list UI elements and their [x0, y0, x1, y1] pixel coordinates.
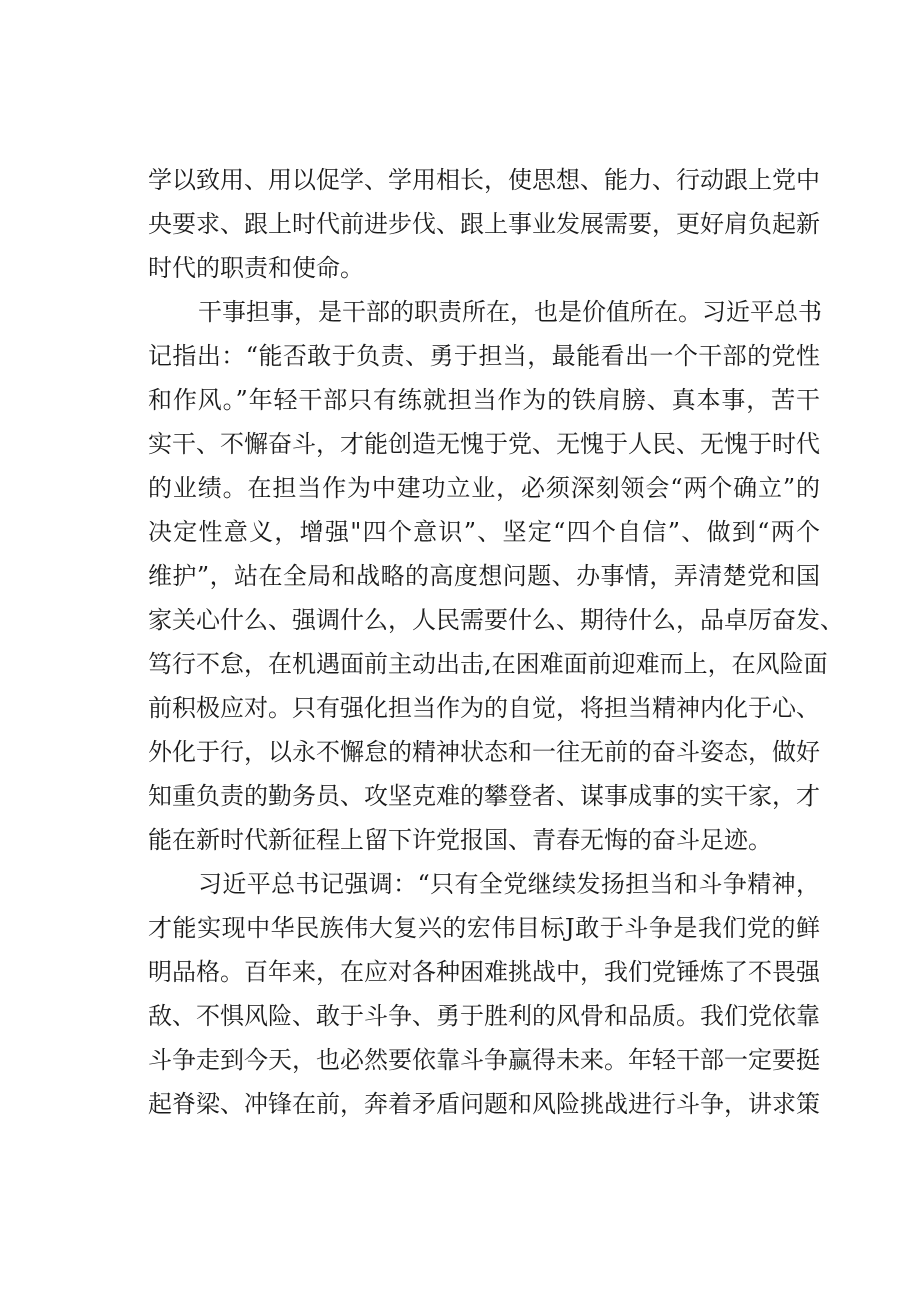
text-line: 实干、不懈奋斗，才能创造无愧于党、无愧于人民、无愧于时代	[148, 430, 820, 458]
text-line: 能在新时代新征程上留下许党报国、青春无悔的奋斗足迹。	[148, 826, 772, 854]
text-line: 才能实现中华民族伟大复兴的宏伟目标J敢于斗争是我们党的鲜	[148, 914, 820, 942]
text-line: 敌、不惧风险、敢于斗争、勇于胜利的风骨和品质。我们党依靠	[148, 1002, 820, 1030]
document-body	[148, 158, 844, 1126]
text-line: 记指出：“能否敢于负责、勇于担当，最能看出一个干部的党性	[148, 342, 820, 370]
text-line: 知重负责的勤务员、攻坚克难的攀登者、谋事成事的实干家，才	[148, 782, 820, 810]
text-line: 明品格。百年来，在应对各种困难挑战中，我们党锤炼了不畏强	[148, 958, 820, 986]
text-line: 笃行不怠，在机遇面前主动出击,在困难面前迎难而上，在风险面	[148, 650, 828, 678]
text-line: 维护”，站在全局和战略的高度想问题、办事情，弄清楚党和国	[148, 562, 820, 590]
text-line: 学以致用、用以促学、学用相长，使思想、能力、行动跟上党中	[148, 166, 820, 194]
text-line: 央要求、跟上时代前进步伐、跟上事业发展需要，更好肩负起新	[148, 210, 820, 238]
text-line: 时代的职责和使命。	[148, 254, 364, 282]
paragraph-2	[148, 290, 844, 862]
paragraph-1	[148, 158, 820, 290]
text-line: 决定性意义，增强"四个意识”、坚定“四个自信”、做到“两个	[148, 518, 820, 546]
text-line: 的业绩。在担当作为中建功立业，必须深刻领会“两个确立”的	[148, 474, 820, 502]
text-line: 和作风。”年轻干部只有练就担当作为的铁肩膀、真本事，苦干	[148, 386, 820, 414]
text-line: 干事担事，是干部的职责所在，也是价值所在。习近平总书	[198, 298, 822, 326]
text-line: 家关心什么、强调什么，人民需要什么、期待什么，品卓厉奋发、	[148, 606, 844, 634]
text-line: 前积极应对。只有强化担当作为的自觉，将担当精神内化于心、	[148, 694, 820, 722]
text-line: 外化于行，以永不懈怠的精神状态和一往无前的奋斗姿态，做好	[148, 738, 820, 766]
text-line: 习近平总书记强调：“只有全党继续发扬担当和斗争精神，	[198, 870, 820, 898]
text-line: 起脊梁、冲锋在前，奔着矛盾问题和风险挑战进行斗争，讲求策	[148, 1090, 820, 1118]
text-line: 斗争走到今天，也必然要依靠斗争赢得未来。年轻干部一定要挺	[148, 1046, 820, 1074]
paragraph-3	[148, 862, 820, 1126]
